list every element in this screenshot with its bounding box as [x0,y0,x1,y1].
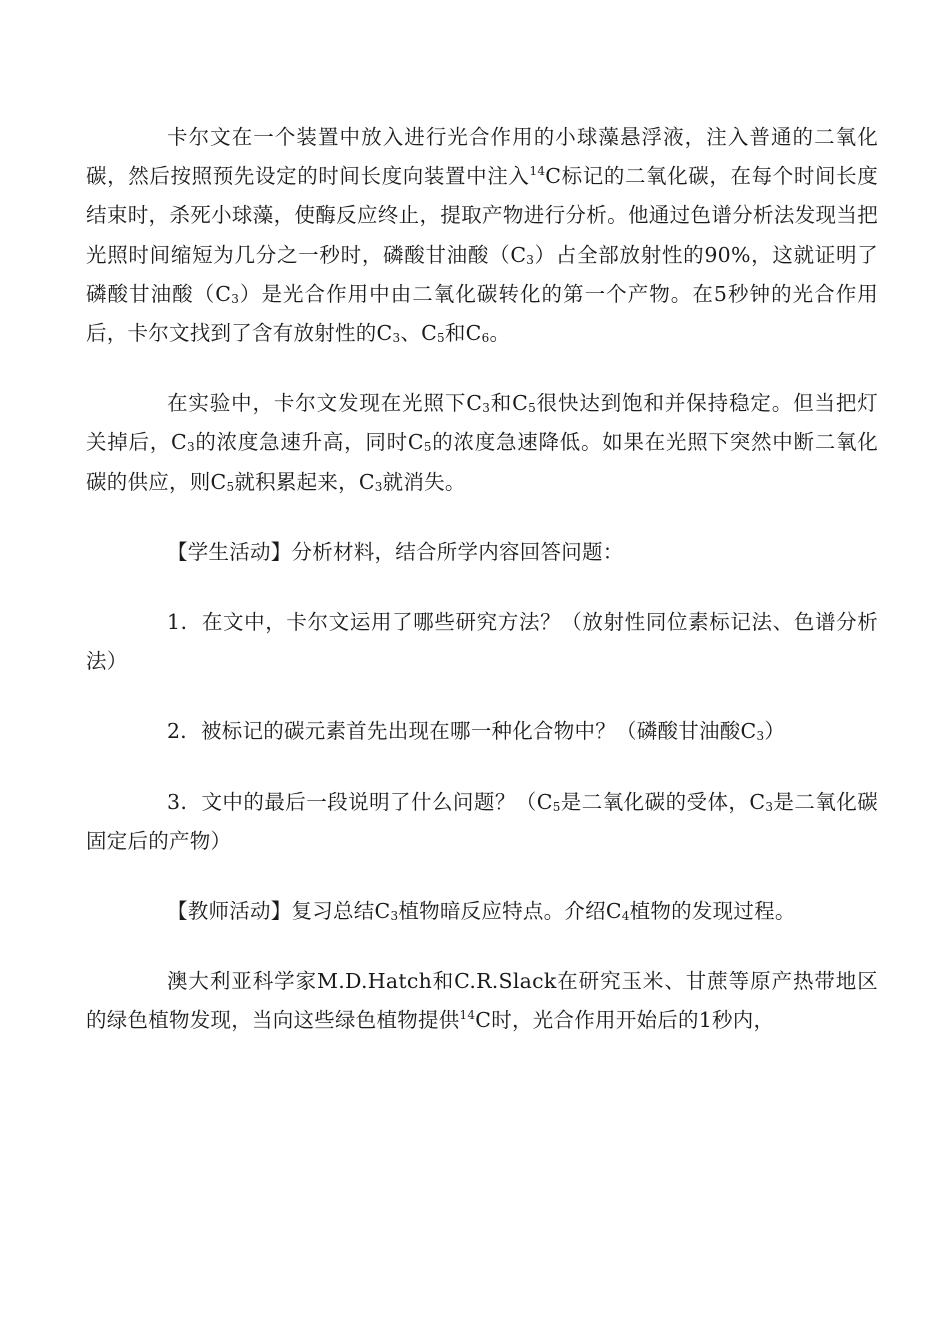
text: 和C [490,391,529,416]
text: C时，光合作用开始后的1秒内， [475,1008,775,1033]
subscript: 3 [374,479,383,494]
subscript: 5 [437,331,445,346]
subscript: 3 [392,331,401,346]
document-page [86,118,878,1041]
subscript: 3 [765,799,774,814]
text: 卡尔文在一个装置中放入进行光合作用的小球藻悬浮液，注入普通的二氧化碳，然后按照预先设定的时间长度向装置中注入 [86,125,878,189]
subscript: 3 [186,440,195,455]
paragraph-student-activity: 【学生活动】分析材料，结合所学内容回答问题： [167,539,624,564]
text: 2．被标记的碳元素首先出现在哪一种化合物中？（磷酸甘油酸C [167,719,757,744]
text: 3．文中的最后一段说明了什么问题？（C [167,789,553,814]
text: 就积累起来，C [234,469,375,494]
text: 就消失。 [382,469,466,494]
text: C标记的二氧化碳，在每个时间长度结束时，杀死小球藻，使酶反应终止，提取产物进行分析。他通过色谱分析法发现当把光照时间缩短为几分之一秒时，磷酸甘油酸（C [86,164,878,267]
text: 的浓度急速降低。如果在光照下突然中断二氧化碳的供应，则C [86,430,879,494]
subscript: 3 [390,909,399,924]
paragraph-hatch-slack [86,962,878,1040]
text: 是二氧化碳的受体，C [560,789,766,814]
subscript: 5 [226,479,235,494]
question-2 [86,712,878,751]
question-1: 1．在文中，卡尔文运用了哪些研究方法？（放射性同位素标记法、色谱分析法） [86,610,878,674]
text: ）占全部放射性的90%，这就证明了磷酸甘油酸（C [86,242,878,306]
text: 。 [489,321,511,346]
subscript: 4 [621,909,630,924]
subscript: 5 [528,401,536,416]
text: ） [764,719,786,744]
subscript: 3 [482,401,491,416]
question-3 [86,783,878,861]
text: 澳大利亚科学家M.D.Hatch和C.R.Slack在研究玉米、甘蔗等原产热带地区的绿色植物发现，当向这些绿色植物提供 [86,969,878,1033]
text: 是二氧化碳固定后的产物） [86,789,878,853]
text: 和C [444,321,482,346]
subscript: 3 [756,729,765,744]
text: 的浓度急速升高，同时C [194,430,424,455]
text: 植物的发现过程。 [629,899,796,924]
text: 在实验中，卡尔文发现在光照下C [167,391,483,416]
paragraph-light-dark-experiment [86,384,878,502]
text: 、C [400,321,438,346]
paragraph-teacher-activity [86,892,878,931]
superscript: 14 [459,1008,476,1023]
subscript: 5 [552,799,561,814]
subscript: 3 [526,252,535,267]
text: 【教师活动】复习总结C [167,899,391,924]
text: ）是光合作用中由二氧化碳转化的第一个产物。在5秒钟的光合作用后，卡尔文找到了含有放射性的C [86,281,879,346]
superscript: 14 [529,164,546,179]
subscript: 3 [231,291,240,306]
paragraph-calvin-experiment [86,118,878,353]
subscript: 5 [423,440,432,455]
text: 植物暗反应特点。介绍C [398,899,622,924]
text: 很快达到饱和并保持稳定。但当把灯关掉后，C [86,391,879,455]
subscript: 6 [481,331,490,346]
